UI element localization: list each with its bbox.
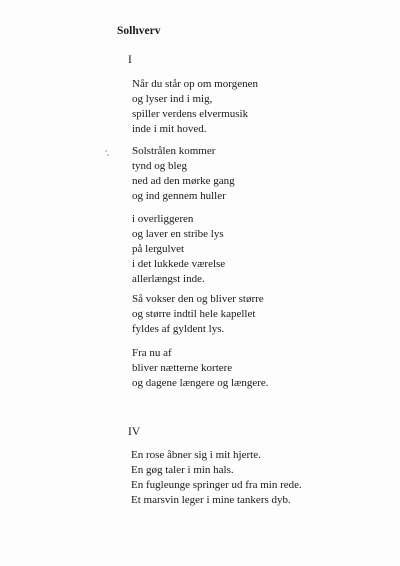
stanza-line: inde i mit hoved. bbox=[132, 123, 207, 135]
section-number-1: I bbox=[128, 54, 132, 66]
stanza-line: allerlængst inde. bbox=[132, 273, 205, 285]
stanza-line: bliver nætterne kortere bbox=[132, 362, 233, 374]
stanza-6 bbox=[131, 448, 302, 508]
stanza-line: og dagene længere og længere. bbox=[132, 377, 269, 389]
stanza-line: spiller verdens elvermusik bbox=[132, 108, 249, 120]
stanza-line: i det lukkede værelse bbox=[132, 258, 226, 270]
stanza-line: Når du står op om morgenen bbox=[132, 78, 258, 90]
stanza-line: En gøg taler i min hals. bbox=[131, 464, 234, 476]
scan-speck bbox=[105, 150, 107, 152]
stanza-line: Solstrålen kommer bbox=[132, 145, 216, 157]
section-number-4: IV bbox=[128, 426, 141, 438]
stanza-line: En fugleunge springer ud fra min rede. bbox=[131, 479, 302, 491]
stanza-line: ned ad den mørke gang bbox=[132, 175, 235, 187]
stanza-line: på lergulvet bbox=[132, 243, 185, 255]
stanza-3 bbox=[132, 212, 225, 287]
stanza-line: Et marsvin leger i mine tankers dyb. bbox=[131, 494, 291, 506]
poem-title: Solhverv bbox=[117, 25, 161, 37]
stanza-line: Så vokser den og bliver større bbox=[132, 293, 264, 305]
scan-speck bbox=[107, 154, 109, 156]
stanza-line: og ind gennem huller bbox=[132, 190, 226, 202]
stanza-line: og laver en stribe lys bbox=[132, 228, 224, 240]
stanza-4 bbox=[132, 292, 264, 337]
stanza-line: i overliggeren bbox=[132, 213, 194, 225]
stanza-5 bbox=[132, 346, 269, 391]
stanza-line: og lyser ind i mig, bbox=[132, 93, 213, 105]
stanza-line: og større indtil hele kapellet bbox=[132, 308, 256, 320]
stanza-line: Fra nu af bbox=[132, 347, 172, 359]
stanza-line: tynd og bleg bbox=[132, 160, 187, 172]
stanza-line: fyldes af gyldent lys. bbox=[132, 323, 225, 335]
stanza-2 bbox=[132, 144, 235, 204]
stanza-line: En rose åbner sig i mit hjerte. bbox=[131, 449, 261, 461]
stanza-1 bbox=[132, 77, 258, 137]
